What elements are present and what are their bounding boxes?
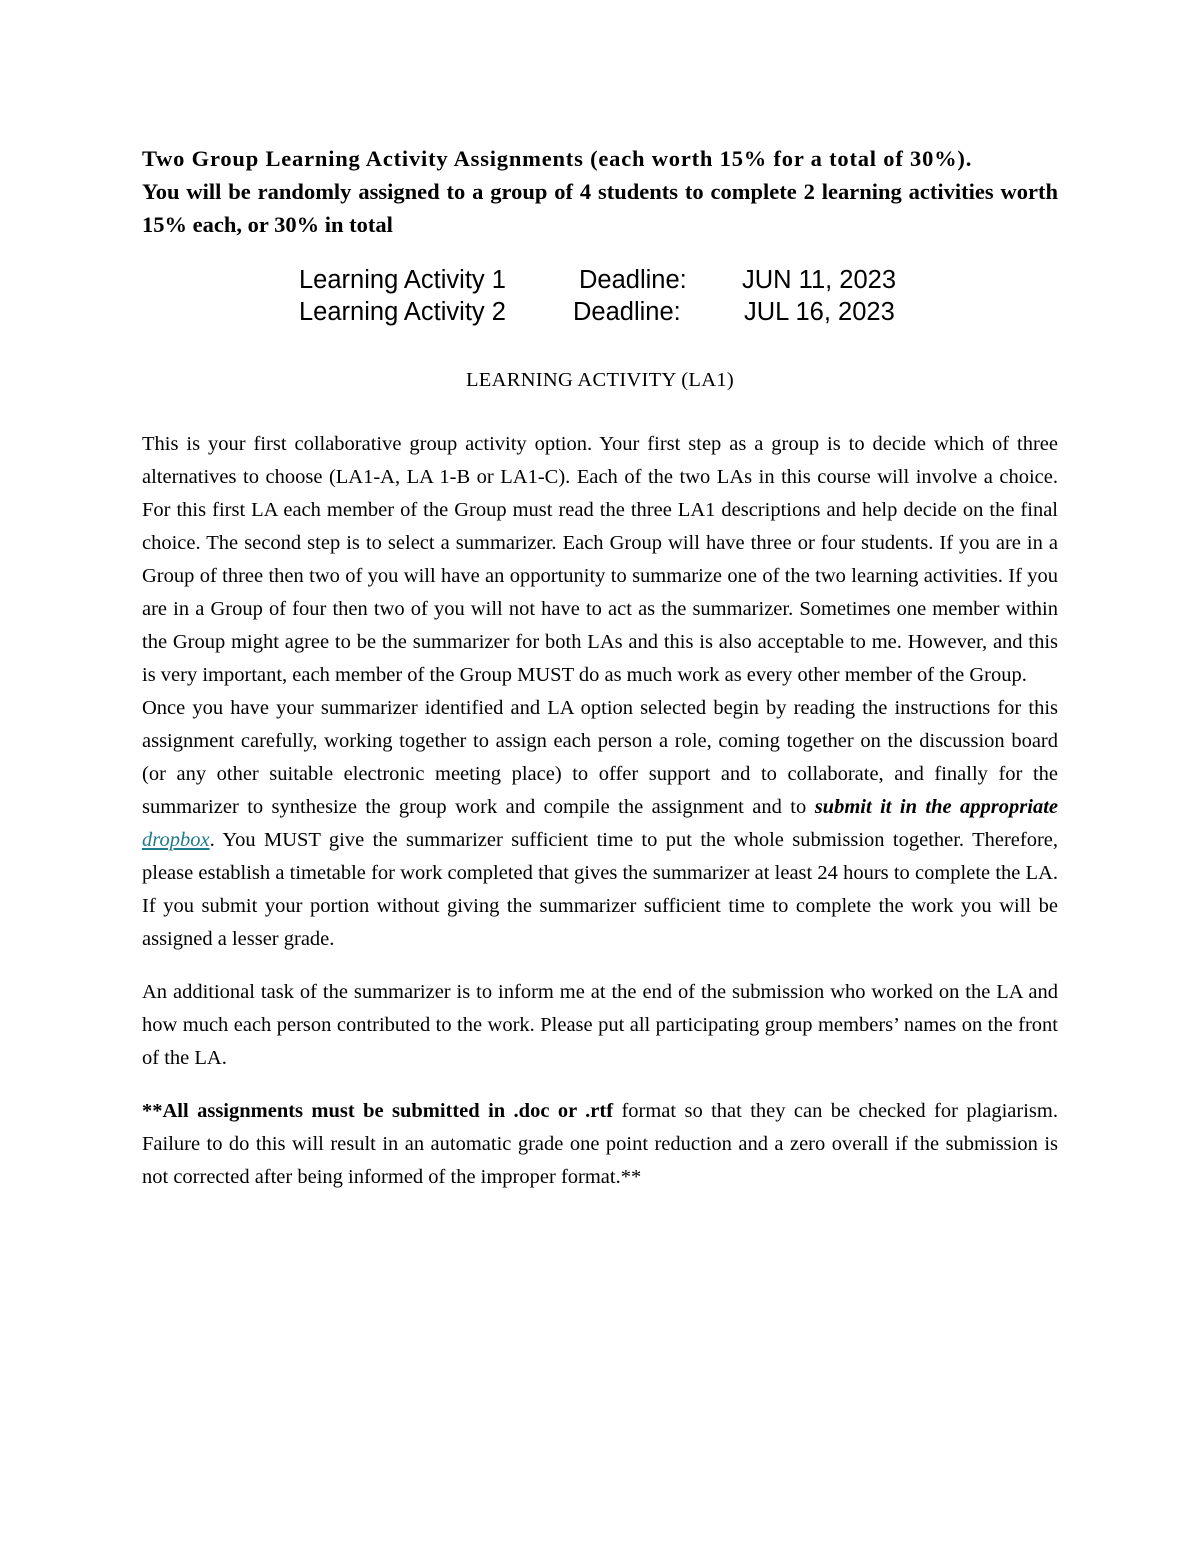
- paragraph-summarizer-task: An additional task of the summarizer is to inform me at the end of the submission who worked on the LA and how much each person contributed to the work. Please put all participating group members’ names on the front of the LA.: [142, 981, 1058, 1069]
- paragraph-text: . You MUST give the summarizer sufficient time to put the whole submission together. Therefore, please establish a timetable for work completed that gives the summarizer at least 24 hours to complete the LA. If you submit your portion without giving the summarizer sufficient time to complete the work you will be assigned a lesser grade.: [142, 829, 1058, 950]
- deadline-label: Deadline:: [579, 266, 687, 294]
- deadline-date: JUN 11, 2023: [742, 266, 897, 294]
- section-title: LEARNING ACTIVITY (LA1): [465, 369, 735, 391]
- deadline-date: JUL 16, 2023: [744, 298, 895, 326]
- deadline-label: Deadline:: [573, 298, 681, 326]
- format-requirement: **All assignments must be submitted in .doc or .rtf: [142, 1100, 614, 1122]
- dropbox-link[interactable]: dropbox: [142, 829, 210, 851]
- deadline-row: [142, 264, 1058, 296]
- deadline-row: [142, 296, 1058, 328]
- group-assignment-heading: You will be randomly assigned to a group of 4 students to complete 2 learning activities worth 15% each, or 30% in total: [142, 179, 1058, 237]
- deadlines-table: [142, 264, 1058, 328]
- activity-name: Learning Activity 1: [299, 266, 506, 294]
- activity-name: Learning Activity 2: [299, 298, 506, 326]
- paragraph-instructions: [142, 692, 1058, 956]
- paragraph-format-note: [142, 1095, 1058, 1194]
- paragraph-text: Once you have your summarizer identified and LA option selected begin by reading the instructions for this assignment carefully, working together to assign each person a role, coming together on the discussion board (or any other suitable electronic meeting place) to offer support and to collaborate, and finally for the summarizer to synthesize the group work and compile the assignment and to: [142, 697, 1058, 818]
- paragraph-text: format so that they can be checked for plagiarism. Failure to do this will result in an automatic grade one point reduction and a zero overall if the submission is not corrected after being informed of the improper format.**: [142, 1100, 1058, 1188]
- submit-emphasis: submit it in the appropriate: [814, 796, 1058, 818]
- paragraph-intro: This is your first collaborative group activity option. Your first step as a group is to decide which of three alternatives to choose (LA1-A, LA 1-B or LA1-C). Each of the two LAs in this course will involve a choice. For this first LA each member of the Group must read the three LA1 descriptions and help decide on the final choice. The second step is to select a summarizer. Each Group will have three or four students. If you are in a Group of three then two of you will have an opportunity to summarize one of the two learning activities. If you are in a Group of four then two of you will not have to act as the summarizer. Sometimes one member within the Group might agree to be the summarizer for both LAs and this is also acceptable to me. However, and this is very important, each member of the Group MUST do as much work as every other member of the Group.: [142, 433, 1058, 686]
- document-page: [142, 142, 1058, 1194]
- assignment-heading: Two Group Learning Activity Assignments (each worth 15% for a total of 30%).: [142, 146, 973, 171]
